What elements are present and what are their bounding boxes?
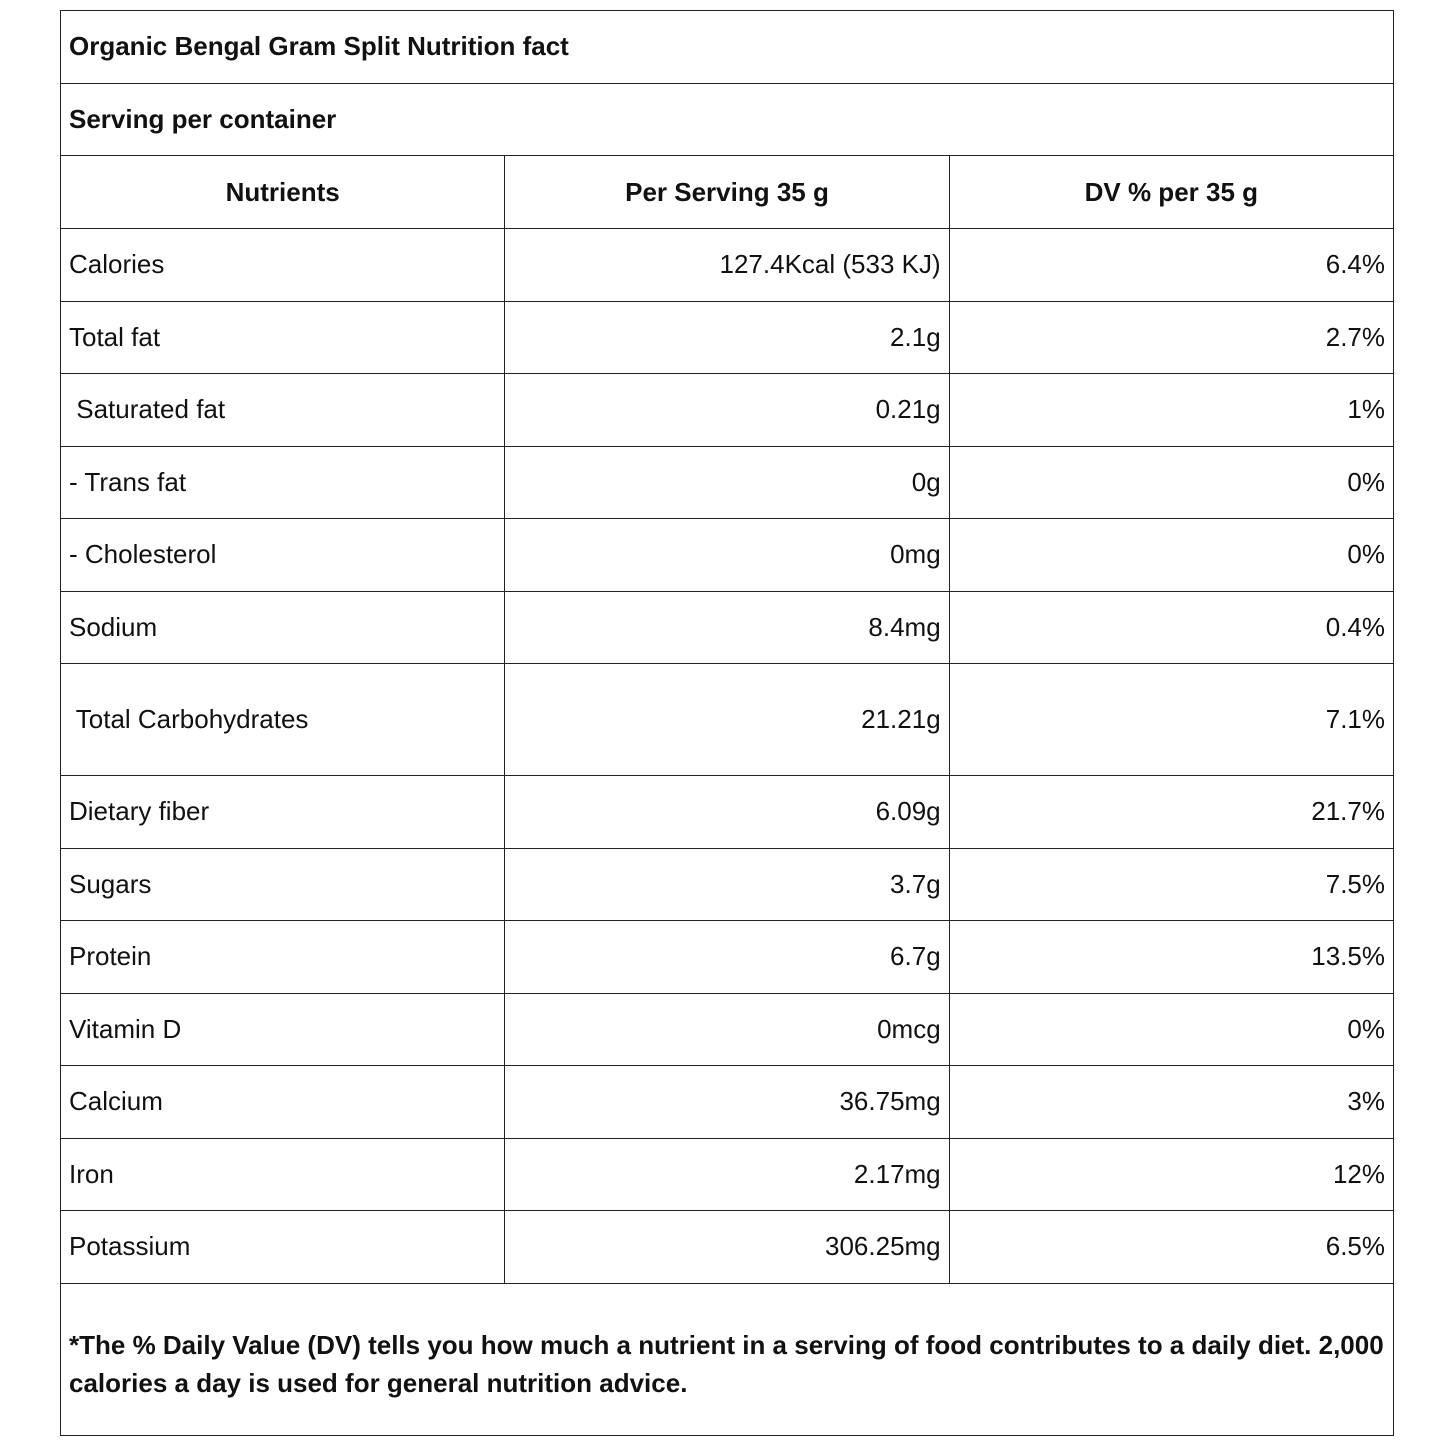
amount-value: 0g bbox=[505, 446, 949, 519]
amount-value: 127.4Kcal (533 KJ) bbox=[505, 229, 949, 302]
dv-value: 2.7% bbox=[949, 301, 1393, 374]
header-row bbox=[61, 156, 1394, 229]
nutrient-name: Iron bbox=[61, 1138, 505, 1211]
amount-value: 6.7g bbox=[505, 921, 949, 994]
amount-value: 21.21g bbox=[505, 664, 949, 776]
nutrient-name: Total fat bbox=[61, 301, 505, 374]
table-row bbox=[61, 993, 1394, 1066]
nutrient-name: Calories bbox=[61, 229, 505, 302]
dv-value: 0.4% bbox=[949, 591, 1393, 664]
table-row bbox=[61, 1138, 1394, 1211]
dv-value: 21.7% bbox=[949, 776, 1393, 849]
table-row bbox=[61, 591, 1394, 664]
header-nutrients: Nutrients bbox=[61, 156, 505, 229]
nutrient-name: Dietary fiber bbox=[61, 776, 505, 849]
nutrient-name: Total Carbohydrates bbox=[61, 664, 505, 776]
dv-value: 0% bbox=[949, 446, 1393, 519]
serving-label: Serving per container bbox=[61, 83, 1394, 156]
nutrient-name: - Cholesterol bbox=[61, 519, 505, 592]
header-per-serving: Per Serving 35 g bbox=[505, 156, 949, 229]
table-row bbox=[61, 848, 1394, 921]
footnote: *The % Daily Value (DV) tells you how much a nutrient in a serving of food contributes to a daily diet. 2,000 calories a day is used for general nutrition advice. bbox=[61, 1283, 1394, 1435]
nutrient-name: Saturated fat bbox=[61, 374, 505, 447]
nutrient-name: Sugars bbox=[61, 848, 505, 921]
nutrient-name: Sodium bbox=[61, 591, 505, 664]
table-row bbox=[61, 519, 1394, 592]
amount-value: 2.1g bbox=[505, 301, 949, 374]
table-row bbox=[61, 664, 1394, 776]
dv-value: 0% bbox=[949, 993, 1393, 1066]
amount-value: 0mcg bbox=[505, 993, 949, 1066]
nutrient-name: - Trans fat bbox=[61, 446, 505, 519]
amount-value: 2.17mg bbox=[505, 1138, 949, 1211]
table-row bbox=[61, 1066, 1394, 1139]
amount-value: 36.75mg bbox=[505, 1066, 949, 1139]
amount-value: 8.4mg bbox=[505, 591, 949, 664]
nutrient-name: Potassium bbox=[61, 1211, 505, 1284]
dv-value: 6.4% bbox=[949, 229, 1393, 302]
table-row bbox=[61, 921, 1394, 994]
amount-value: 306.25mg bbox=[505, 1211, 949, 1284]
table-row bbox=[61, 1211, 1394, 1284]
amount-value: 6.09g bbox=[505, 776, 949, 849]
nutrient-name: Calcium bbox=[61, 1066, 505, 1139]
table-row bbox=[61, 301, 1394, 374]
dv-value: 1% bbox=[949, 374, 1393, 447]
dv-value: 7.1% bbox=[949, 664, 1393, 776]
nutrient-name: Vitamin D bbox=[61, 993, 505, 1066]
table-row bbox=[61, 374, 1394, 447]
amount-value: 3.7g bbox=[505, 848, 949, 921]
table-title: Organic Bengal Gram Split Nutrition fact bbox=[61, 11, 1394, 84]
dv-value: 3% bbox=[949, 1066, 1393, 1139]
amount-value: 0mg bbox=[505, 519, 949, 592]
nutrition-table bbox=[60, 10, 1394, 1436]
dv-value: 12% bbox=[949, 1138, 1393, 1211]
header-dv: DV % per 35 g bbox=[949, 156, 1393, 229]
dv-value: 13.5% bbox=[949, 921, 1393, 994]
amount-value: 0.21g bbox=[505, 374, 949, 447]
dv-value: 6.5% bbox=[949, 1211, 1393, 1284]
table-row bbox=[61, 229, 1394, 302]
table-row bbox=[61, 776, 1394, 849]
dv-value: 7.5% bbox=[949, 848, 1393, 921]
dv-value: 0% bbox=[949, 519, 1393, 592]
nutrient-name: Protein bbox=[61, 921, 505, 994]
footnote-row bbox=[61, 1283, 1394, 1435]
table-row bbox=[61, 446, 1394, 519]
